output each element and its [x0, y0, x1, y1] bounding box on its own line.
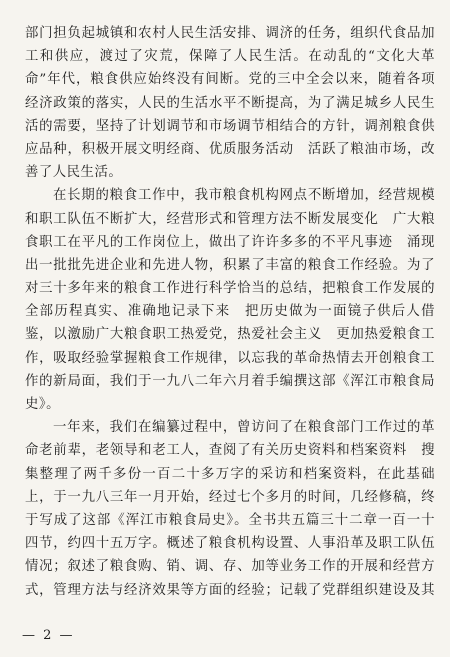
text-line: 式，管理方法与经济效果等方面的经验；记载了党群组织建设及其 [25, 582, 435, 598]
text-line: 一年来，我们在编纂过程中，曾访问了在粮食部门工作过的革 [53, 420, 435, 436]
text-line: 和职工队伍不断扩大，经营形式和管理方法不断发展变化 广大粮 [25, 211, 435, 227]
text-line: 集整理了两千多份一百二十多万字的采访和档案资料，在此基础 [25, 466, 435, 482]
text-line: 史》。 [25, 397, 60, 412]
text-line: 作，吸取经验掌握粮食工作规律，以忘我的革命热情去开创粮食工 [25, 350, 435, 366]
text-line: 鉴，以激励广大粮食职工热爱党，热爱社会主义 更加热爱粮食工 [25, 327, 435, 343]
text-line: 命老前辈，老领导和老工人，查阅了有关历史资料和档案资料 搜 [25, 443, 435, 459]
body-text [25, 22, 435, 602]
text-line: 对三十多年来的粮食工作进行科学恰当的总结，把粮食工作发展的 [25, 281, 435, 297]
text-line: 活的需要，坚持了计划调节和市场调节相结合的方针，调剂粮食供 [25, 118, 435, 134]
text-line: 全部历程真实、准确地记录下来 把历史做为一面镜子供后人借 [25, 304, 435, 320]
text-line: 善了人民生活。 [25, 165, 123, 181]
text-line: 作的新局面，我们于一九八二年六月着手编撰这部《浑江市粮食局 [25, 373, 435, 389]
text-line: 工和供应，渡过了灾荒，保障了人民生活。在动乱的“文化大革 [25, 49, 435, 65]
text-line: 于写成了这部《浑江市粮食局史》。全书共五篇三十二章一百一十 [25, 512, 435, 528]
text-line: 应品种，积极开展文明经商、优质服务活动 活跃了粮油市场，改 [25, 141, 435, 157]
text-line: 四节，约四十五万字。概述了粮食机构设置、人事沿革及职工队伍 [25, 536, 435, 552]
text-line: 命”年代，粮食供应始终没有间断。党的三中全会以来，随着各项 [25, 72, 435, 88]
text-line: 出一批批先进企业和先进人物，积累了丰富的粮食工作经验。为了 [25, 257, 435, 273]
text-line: 情况；叙述了粮食购、销、调、存、加等业务工作的开展和经营方 [25, 559, 435, 575]
page-number: — 2 — [22, 628, 75, 643]
text-line: 上，于一九八三年一月开始，经过七个多月的时间，几经修稿，终 [25, 489, 435, 505]
text-line: 食职工在平凡的工作岗位上，做出了许许多多的不平凡事迹 涌现 [25, 234, 435, 250]
text-line: 经济政策的落实，人民的生活水平不断提高，为了满足城乡人民生 [25, 95, 435, 111]
text-line: 部门担负起城镇和农村人民生活安排、调济的任务，组织代食品加 [25, 26, 435, 41]
text-line: 在长期的粮食工作中，我市粮食机构网点不断增加，经营规模 [53, 188, 435, 204]
